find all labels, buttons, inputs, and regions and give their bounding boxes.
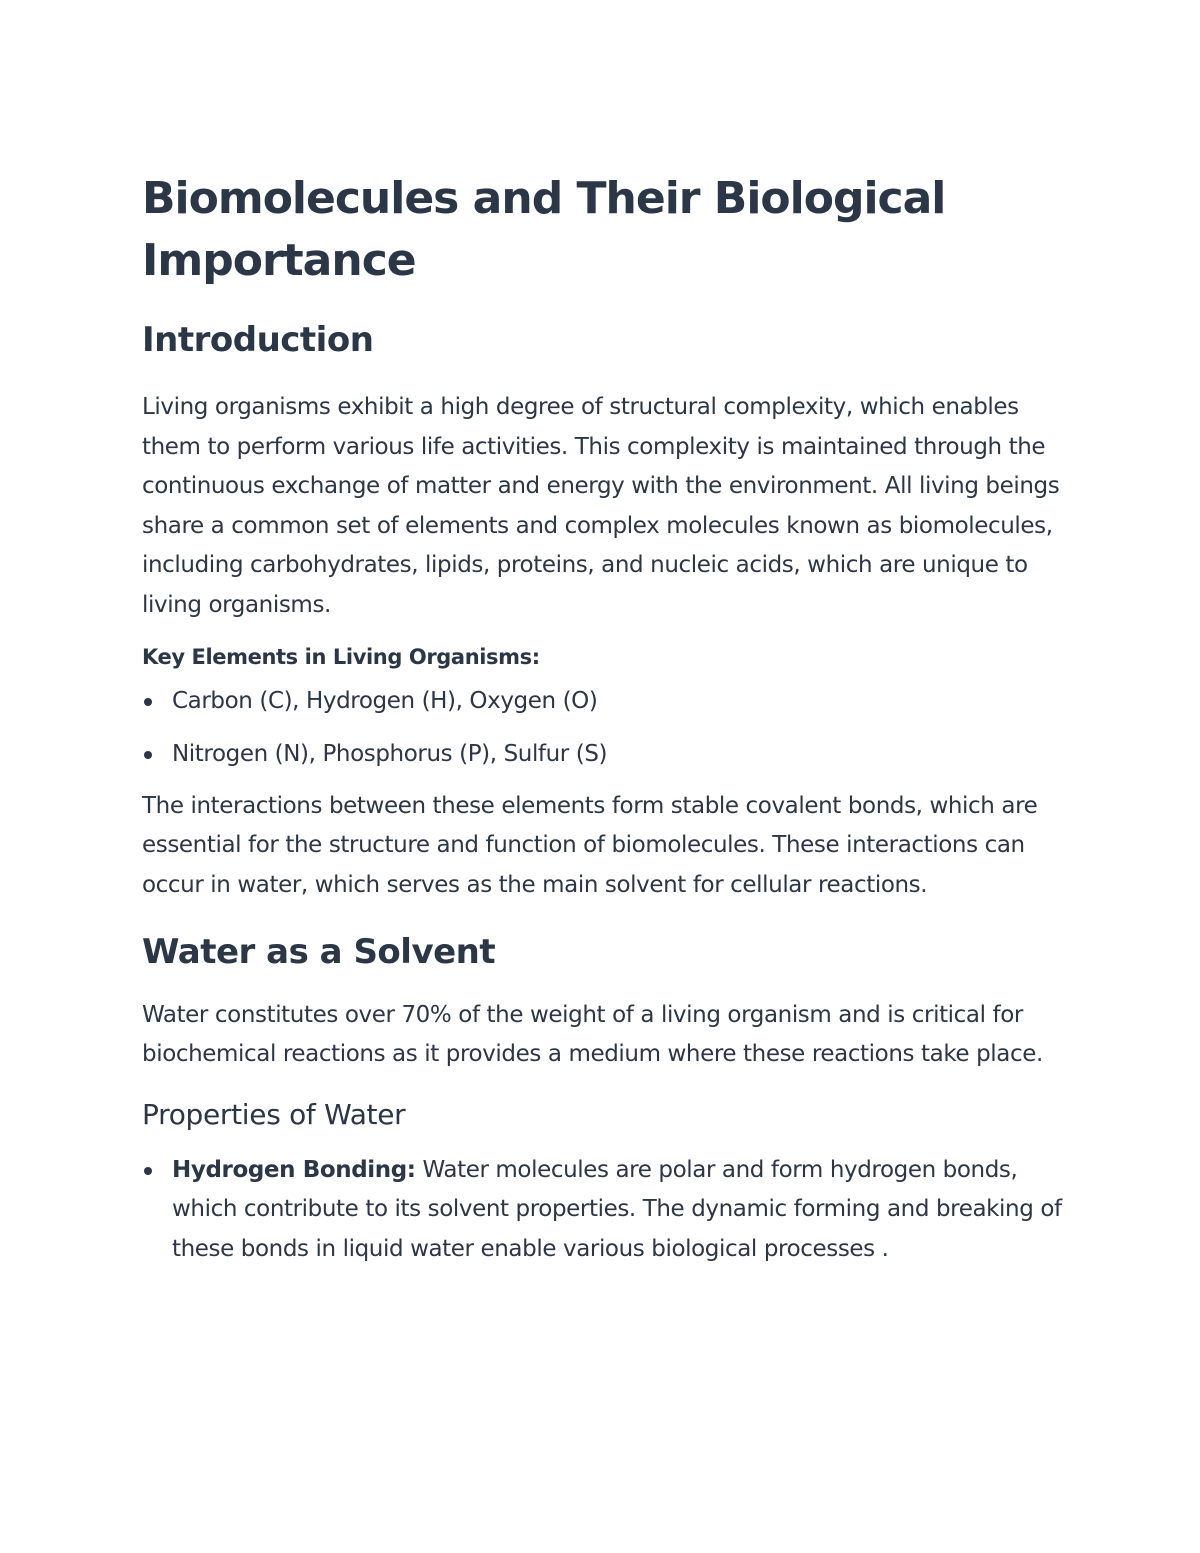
list-item — [142, 735, 1072, 775]
property-text: Water molecules are polar and form hydrogen bonds, which contribute to its solvent properties. The dynamic forming and breaking of these bonds in liquid water enable various biological processes . — [172, 1156, 1062, 1262]
elements-list — [142, 682, 1072, 775]
document-title: Biomolecules and Their Biological Importance — [142, 173, 946, 286]
bullet-icon — [144, 751, 152, 759]
list-item — [142, 1151, 1072, 1270]
water-paragraph: Water constitutes over 70% of the weight of a living organism and is critical for biochemical reactions as it provides a medium where these reactions take place. — [142, 1001, 1043, 1068]
bullet-icon — [144, 1167, 152, 1175]
section-heading-introduction: Introduction — [142, 320, 374, 360]
property-term: Hydrogen Bonding: — [172, 1156, 416, 1183]
section-heading-water: Water as a Solvent — [142, 931, 496, 972]
subsection-heading-properties: Properties of Water — [142, 1097, 406, 1131]
list-item-text: Nitrogen (N), Phosphorus (P), Sulfur (S) — [172, 741, 608, 768]
bullet-icon — [144, 698, 152, 706]
properties-list — [142, 1151, 1072, 1270]
list-item-text: Carbon (C), Hydrogen (H), Oxygen (O) — [172, 687, 598, 714]
key-elements-label: Key Elements in Living Organisms: — [142, 644, 540, 669]
document-page — [142, 168, 1072, 1270]
interactions-paragraph: The interactions between these elements form stable covalent bonds, which are essential for the structure and function of biomolecules. These interactions can occur in water, which serves as the main solvent for cellular reactions. — [142, 792, 1038, 898]
introduction-paragraph: Living organisms exhibit a high degree of structural complexity, which enables them to perform various life activities. This complexity is maintained through the continuous exchange of matter and energy with the environment. All living beings share a common set of elements and complex molecules known as biomolecules, including carbohydrates, lipids, proteins, and nucleic acids, which are unique to living organisms. — [142, 394, 1060, 618]
list-item — [142, 682, 1072, 722]
